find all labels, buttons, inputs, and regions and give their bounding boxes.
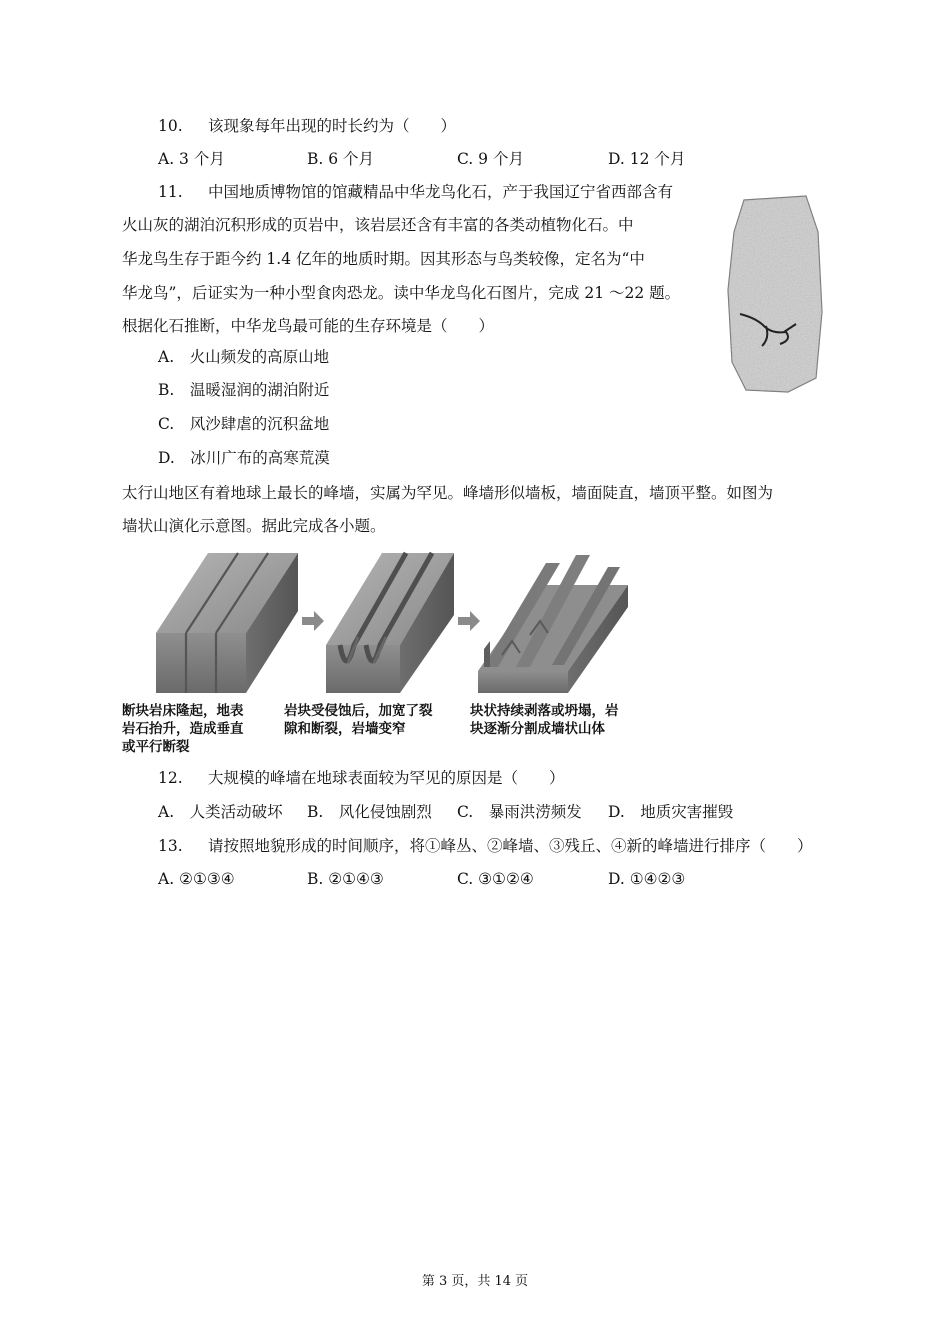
q12-stem: 大规模的峰墙在地球表面较为罕见的原因是（ ）: [208, 769, 565, 787]
caption-panel-1: [122, 702, 244, 756]
q11-line-1: [158, 182, 673, 202]
q10-option-b: B. 6 个月: [307, 150, 375, 168]
caption-3-line-2: 块逐渐分割成墙状山体: [470, 721, 605, 737]
q12-stem-line: [158, 768, 565, 788]
q11-line-3: 华龙鸟生存于距今约 1.4 亿年的地质时期。因其形态与鸟类较像，定名为“中: [122, 250, 645, 268]
q10-stem-line: [158, 116, 456, 136]
caption-2-line-1: 岩块受侵蚀后，加宽了裂: [284, 703, 433, 719]
arrow-icon: [458, 611, 480, 631]
q11-line-2: 火山灰的湖泊沉积形成的页岩中，该岩层还含有丰富的各类动植物化石。中: [122, 216, 634, 234]
caption-1-line-1: 断块岩床隆起，地表: [122, 703, 244, 719]
diagram-illustration: [120, 545, 640, 695]
q11-line-5: 根据化石推断，中华龙鸟最可能的生存环境是（ ）: [122, 317, 495, 335]
q12-option-c: C. 暴雨洪涝频发: [457, 803, 582, 821]
q11-line-4: 华龙鸟”，后证实为一种小型食肉恐龙。读中华龙鸟化石图片，完成 21 ～22 题。: [122, 284, 681, 302]
q10-stem: 该现象每年出现的时长约为（ ）: [208, 117, 457, 135]
q12-option-b: B. 风化侵蚀剧烈: [307, 803, 432, 821]
caption-panel-3: [470, 702, 619, 738]
caption-3-line-1: 块状持续剥落或坍塌，岩: [470, 703, 619, 719]
q13-number: 13.: [158, 837, 183, 855]
caption-1-line-2: 岩石抬升，造成垂直: [122, 721, 244, 737]
caption-2-line-2: 隙和断裂，岩墙变窄: [284, 721, 406, 737]
q13-option-a: A. ②①③④: [158, 870, 235, 888]
q11-option-d: D. 冰川广布的高寒荒漠: [158, 449, 330, 467]
q11-number: 11.: [158, 183, 183, 201]
q11-option-c: C. 风沙肆虐的沉积盆地: [158, 415, 330, 433]
q13-stem-line: [158, 836, 813, 856]
fossil-image: [726, 192, 824, 397]
q12-option-d: D. 地质灾害摧毁: [608, 803, 734, 821]
q11-text-1: 中国地质博物馆的馆藏精品中华龙鸟化石，产于我国辽宁省西部含有: [208, 183, 674, 201]
q13-option-d: D. ①④②③: [608, 870, 686, 888]
caption-panel-2: [284, 702, 433, 738]
q12-number: 12.: [158, 769, 183, 787]
arrow-icon: [302, 611, 324, 631]
q10-number: 10.: [158, 117, 183, 135]
panel-1-block: [156, 553, 298, 693]
intro-line-1: 太行山地区有着地球上最长的峰墙，实属为罕见。峰墙形似墙板，墙面陡直，墙顶平整。如图为: [122, 484, 774, 502]
intro-line-2: 墙状山演化示意图。据此完成各小题。: [122, 517, 386, 535]
q13-option-b: B. ②①④③: [307, 870, 384, 888]
q11-option-b: B. 温暖湿润的湖泊附近: [158, 381, 330, 399]
q12-option-a: A. 人类活动破坏: [158, 803, 283, 821]
q13-option-c: C. ③①②④: [457, 870, 534, 888]
page-number: 第 3 页，共 14 页: [421, 1274, 529, 1289]
q13-stem: 请按照地貌形成的时间顺序，将①峰丛、②峰墙、③残丘、④新的峰墙进行排序（ ）: [208, 837, 813, 855]
q10-option-c: C. 9 个月: [457, 150, 524, 168]
q10-option-a: A. 3 个月: [158, 150, 225, 168]
q10-option-d: D. 12 个月: [608, 150, 686, 168]
caption-1-line-3: 或平行断裂: [122, 739, 190, 755]
panel-2-block: [326, 553, 454, 693]
panel-3-block: [478, 555, 628, 693]
q11-option-a: A. 火山频发的高原山地: [158, 348, 330, 366]
wall-mountain-diagram: [120, 545, 640, 755]
